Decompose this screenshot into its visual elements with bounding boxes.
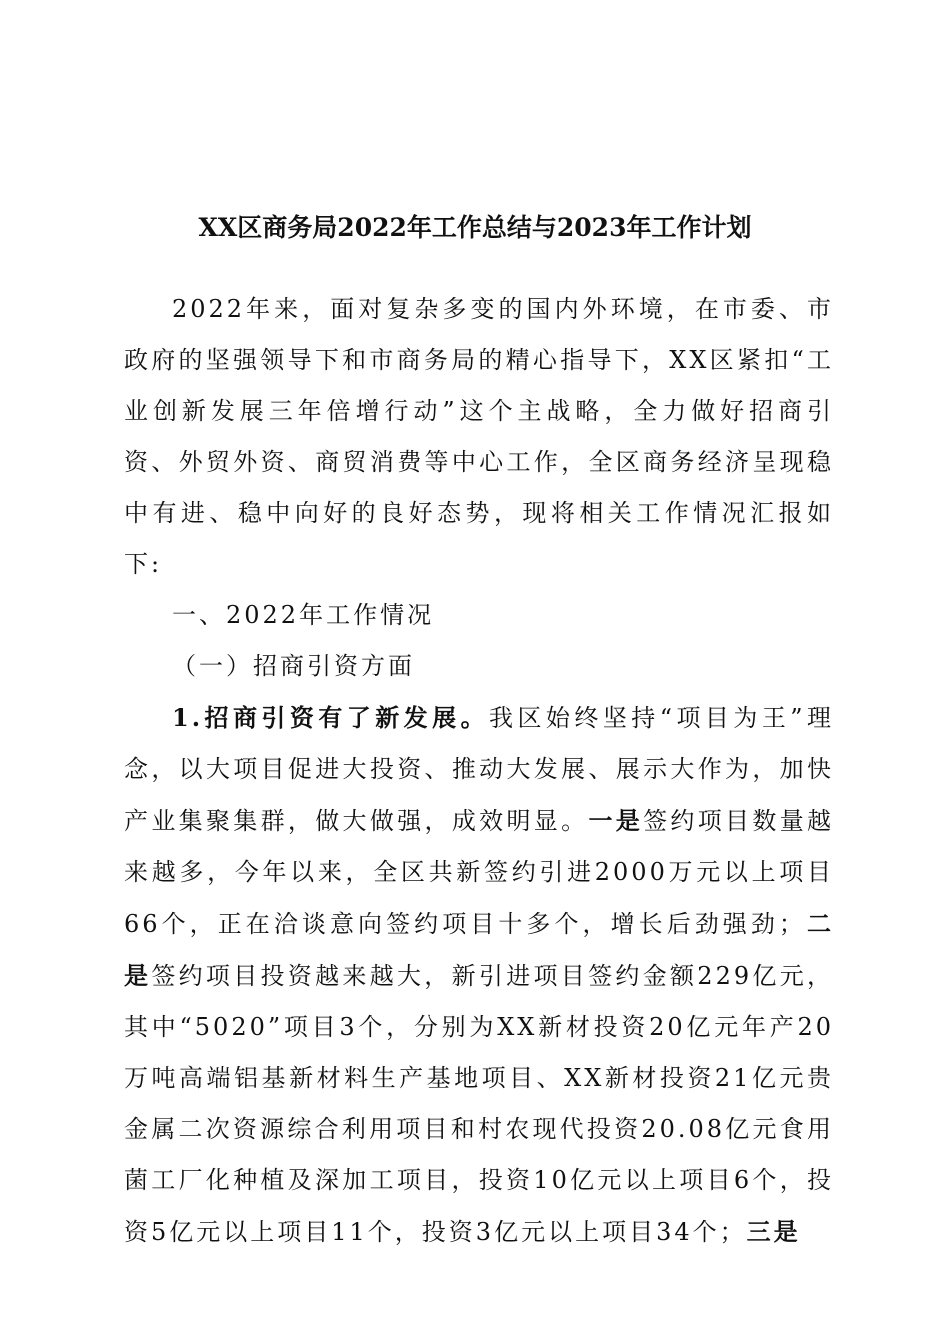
- section-heading: 一、2022年工作情况: [172, 601, 435, 629]
- intro-paragraph: 2022年来，面对复杂多变的国内外环境，在市委、市政府的坚强领导下和市商务局的精心指导下，XX区紧扣“工业创新发展三年倍增行动”这个主战略，全力做好招商引资、外贸外资、商贸消费等中心工作，全区商务经济呈现稳中有进、稳中向好的良好态势，现将相关工作情况汇报如下:: [124, 295, 834, 578]
- item-marker: 二是: [124, 909, 834, 990]
- item-text: 签约项目投资越来越大，新引进项目签约金额229亿元，其中“5020”项目3个，分别为XX新材投资20亿元年产20万吨高端铝基新材料生产基地项目、XX新材投资21亿元贵金属二次资源综合利用项目和村农现代投资20.08亿元食用菌工厂化种植及深加工项目，投资10亿元以上项目6个，投资5亿元以上项目11个，投资3亿元以上项目34个；: [124, 962, 835, 1246]
- item-marker: 一是: [588, 806, 644, 835]
- item-paragraph: [124, 692, 834, 1258]
- subsection-heading: （一）招商引资方面: [172, 652, 415, 680]
- document-title: XX区商务局2022年工作总结与2023年工作计划: [198, 213, 752, 242]
- item-text: 我区始终坚持“项目为王”理念，以大项目促进大投资、推动大发展、展示大作为，加快产业集聚集群，做大做强，成效明显。: [124, 704, 834, 835]
- item-text: 签约项目数量越来越多，今年以来，全区共新签约引进2000万元以上项目66个，正在洽谈意向签约项目十多个，增长后劲强劲；: [124, 807, 835, 938]
- document-body: [124, 284, 834, 1258]
- item-marker: 三是: [746, 1217, 801, 1246]
- item-lead: 1.招商引资有了新发展。: [172, 703, 490, 732]
